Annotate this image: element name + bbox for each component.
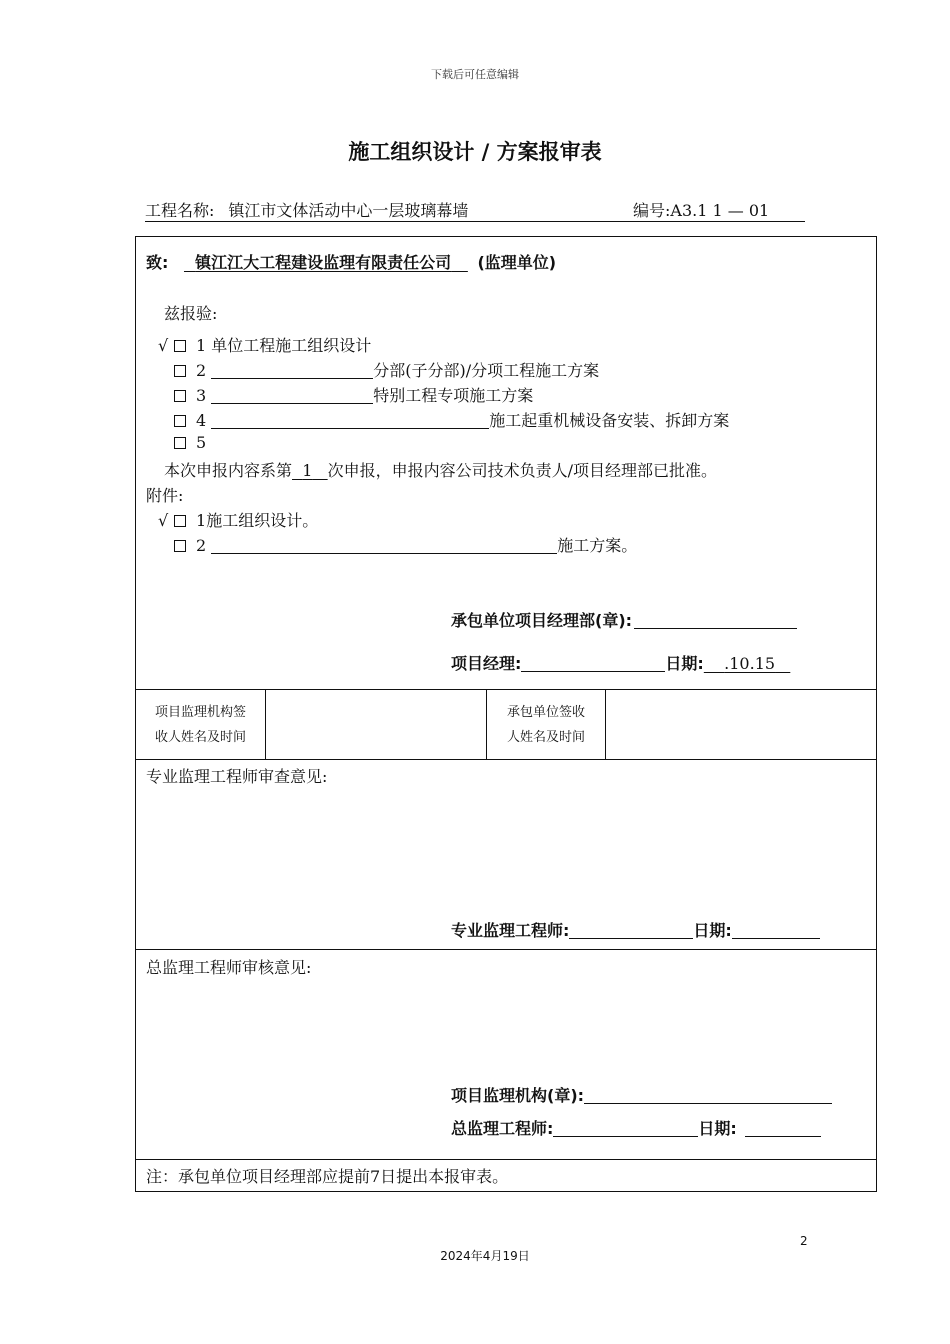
supervisor-sign-label: 项目监理机构签收人姓名及时间 — [136, 690, 266, 759]
checkmark-icon: √ — [158, 336, 169, 355]
pm-date-line: 项目经理: 日期: .10.15 — [451, 651, 790, 674]
review-label: 专业监理工程师审查意见: — [146, 767, 328, 786]
checkbox-icon[interactable] — [174, 540, 186, 552]
submission-count: 1 — [302, 461, 313, 480]
project-number-value: A3.1 1 — 01 — [670, 201, 770, 220]
blank-line[interactable] — [211, 536, 557, 554]
checkbox-icon[interactable] — [174, 365, 186, 377]
submission-count-line: 本次申报内容系第 1 次申报，申报内容公司技术负责人/项目经理部已批准。 — [164, 461, 718, 480]
pm-sign[interactable] — [521, 654, 665, 672]
check-item-5[interactable]: 5 — [174, 433, 206, 452]
contractor-sign-label: 承包单位签收人姓名及时间 — [487, 690, 606, 759]
project-name-label: 工程名称: — [145, 201, 215, 220]
project-number-label: 编号: — [633, 201, 671, 220]
to-suffix: (监理单位) — [477, 253, 557, 272]
intro-text: 兹报验: — [164, 304, 218, 323]
checkmark-icon: √ — [158, 511, 169, 530]
to-line — [146, 250, 556, 273]
to-label: 致: — [146, 253, 169, 272]
org-seal-sign[interactable] — [584, 1086, 832, 1104]
contractor-dept-sign[interactable] — [634, 611, 797, 629]
attachments-label: 附件: — [146, 486, 184, 505]
page-title: 施工组织设计 / 方案报审表 — [348, 140, 602, 164]
submit-date: .10.15 — [724, 654, 776, 673]
checkbox-icon[interactable] — [174, 415, 186, 427]
chief-sign-line: 总监理工程师: 日期: — [451, 1116, 821, 1139]
project-number — [633, 198, 769, 221]
check-item-3[interactable]: 3 特别工程专项施工方案 — [174, 383, 533, 406]
attachment-item-1[interactable]: √ 1施工组织设计。 — [158, 511, 319, 530]
note-text: 注：承包单位项目经理部应提前7日提出本报审表。 — [146, 1167, 509, 1186]
blank-line[interactable] — [211, 386, 373, 404]
chief-review-label: 总监理工程师审核意见: — [146, 958, 312, 977]
engineer-sign[interactable] — [569, 921, 693, 939]
submission-section — [136, 237, 876, 690]
org-seal-line: 项目监理机构(章): — [451, 1083, 832, 1106]
review-date[interactable] — [732, 921, 820, 939]
footer-date: 2024年4月19日 — [440, 1249, 530, 1263]
checkbox-icon[interactable] — [174, 437, 186, 449]
project-name — [145, 198, 468, 221]
chief-sign[interactable] — [553, 1119, 698, 1137]
chief-review-section — [136, 950, 876, 1160]
header-note: 下载后可任意编辑 — [431, 68, 519, 81]
blank-line[interactable] — [211, 361, 373, 379]
project-line — [145, 198, 805, 222]
project-name-value: 镇江市文体活动中心一层玻璃幕墙 — [228, 201, 469, 220]
page-number: 2 — [800, 1234, 808, 1248]
blank-line[interactable] — [211, 411, 489, 429]
chief-date[interactable] — [745, 1119, 821, 1137]
engineer-sign-line: 专业监理工程师: 日期: — [451, 918, 820, 941]
checkbox-icon[interactable] — [174, 515, 186, 527]
check-item-2[interactable]: 2 分部(子分部)/分项工程施工方案 — [174, 358, 599, 381]
check-item-1[interactable]: √ 1 单位工程施工组织设计 — [158, 336, 372, 355]
checkbox-icon[interactable] — [174, 340, 186, 352]
review-section — [136, 760, 876, 950]
note-section — [136, 1160, 876, 1191]
approval-form — [135, 236, 877, 1192]
to-unit-value: 镇江江大工程建设监理有限责任公司 — [195, 253, 452, 272]
supervisor-sign-field[interactable] — [266, 690, 487, 759]
contractor-sign-field[interactable] — [606, 690, 876, 759]
attachment-item-2[interactable]: 2 施工方案。 — [174, 533, 637, 556]
receipt-section — [136, 690, 876, 760]
checkbox-icon[interactable] — [174, 390, 186, 402]
contractor-dept-line: 承包单位项目经理部(章): — [451, 608, 797, 631]
check-item-4[interactable]: 4 施工起重机械设备安装、拆卸方案 — [174, 408, 729, 431]
